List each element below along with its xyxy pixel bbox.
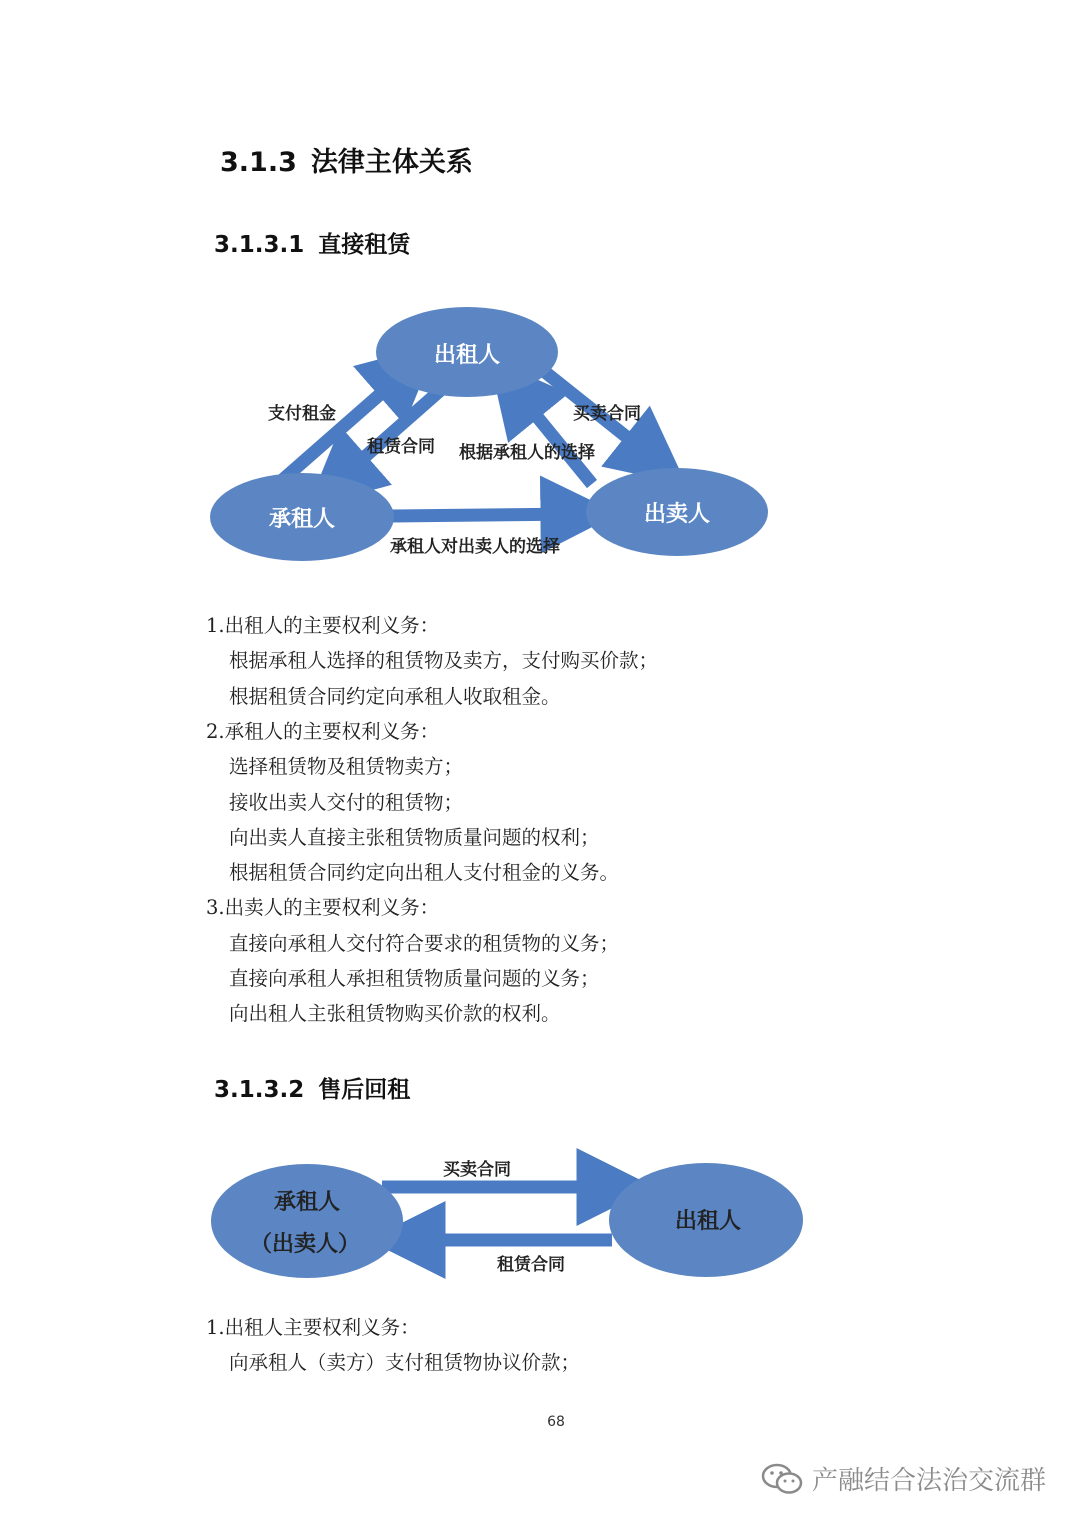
watermark-text: 产融结合法治交流群 [811, 1466, 1046, 1496]
lease-contract-label: 租赁合同 [367, 437, 435, 457]
subsection-title: 直接租赁 [318, 232, 411, 258]
list-item: 向出租人主张租赁物购买价款的权利。 [229, 1002, 561, 1026]
subsection-number: 3.1.3.2 [214, 1077, 305, 1103]
list-item: 根据租赁合同约定向承租人收取租金。 [229, 684, 561, 708]
section-heading-3-1-3-2 [214, 1071, 410, 1104]
subsection-title: 售后回租 [318, 1077, 411, 1103]
arrow-lease-contract [335, 388, 443, 483]
seller-label: 出卖人 [643, 502, 711, 527]
list-item: 根据租赁合同约定向出租人支付租金的义务。 [229, 861, 620, 885]
list-item: 向承租人（卖方）支付租赁物协议价款； [229, 1351, 581, 1374]
lease-contract-label-2: 租赁合同 [497, 1255, 565, 1275]
wechat-icon [760, 1462, 804, 1496]
sale-contract-label: 买卖合同 [573, 404, 641, 424]
list-heading: 1.出租人的主要权利义务： [206, 614, 440, 637]
lessee-label: 承租人 [268, 507, 336, 532]
section-title: 法律主体关系 [310, 147, 473, 178]
lessee-choice-label: 承租人对出卖人的选择 [390, 537, 560, 557]
subsection-number: 3.1.3.1 [214, 232, 305, 258]
section-number: 3.1.3 [220, 147, 297, 178]
lessor-label-2: 出租人 [674, 1209, 742, 1234]
wechat-watermark [760, 1460, 1046, 1497]
list-heading: 1.出租人主要权利义务： [206, 1316, 420, 1339]
list-item: 根据承租人选择的租赁物及卖方，支付购买价款； [229, 649, 659, 673]
seller-paren-label: （出卖人） [249, 1232, 361, 1257]
lessee-label-2: 承租人 [273, 1190, 341, 1215]
list-item: 向出卖人直接主张租赁物质量问题的权利； [229, 825, 600, 849]
arrow-lessee-choice [392, 514, 582, 516]
list-item: 选择租赁物及租赁物卖方； [229, 755, 464, 779]
pay-rent-label: 支付租金 [268, 404, 336, 424]
list-item: 接收出卖人交付的租赁物； [229, 790, 464, 814]
list-item: 直接向承租人交付符合要求的租赁物的义务； [229, 931, 620, 955]
list-heading: 2.承租人的主要权利义务： [206, 719, 440, 743]
arrow-pay-rent [280, 368, 410, 482]
by-choice-label: 根据承租人的选择 [459, 443, 595, 463]
page-number: 68 [547, 1414, 565, 1430]
sale-contract-label-2: 买卖合同 [443, 1160, 511, 1180]
lessor-label: 出租人 [433, 343, 501, 368]
list-item: 直接向承租人承担租赁物质量问题的义务； [229, 967, 600, 990]
direct-lease-diagram [0, 0, 1080, 600]
sale-leaseback-diagram [0, 1130, 1080, 1300]
lessee-seller-ellipse [211, 1164, 403, 1278]
list-heading: 3.出卖人的主要权利义务： [206, 896, 440, 920]
